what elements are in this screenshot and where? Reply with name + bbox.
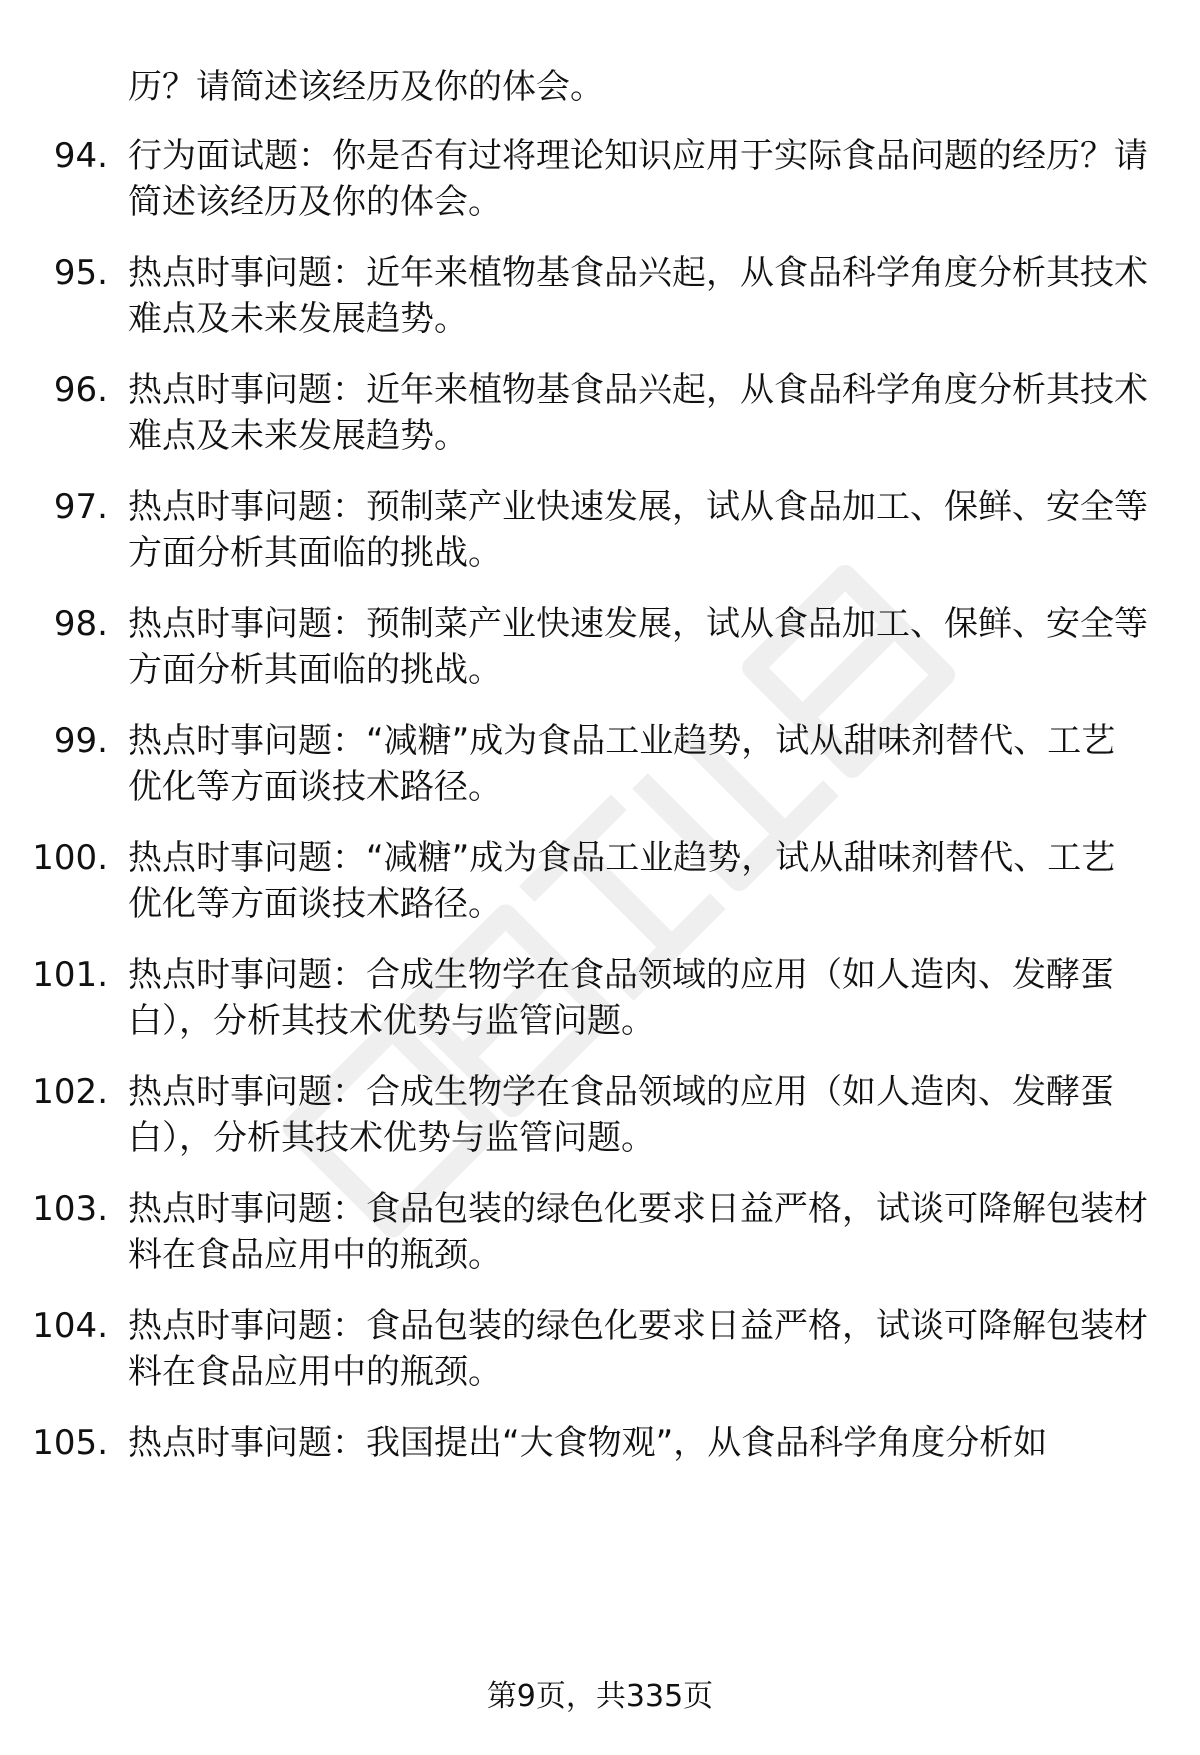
question-number: 95. — [53, 253, 108, 293]
question-text: 热点时事问题：近年来植物基食品兴起，从食品科学角度分析其技术难点及未来发展趋势。 — [128, 253, 1148, 339]
question-number: 101. — [32, 955, 108, 995]
question-text: 热点时事问题：“减糖”成为食品工业趋势，试从甜味剂替代、工艺优化等方面谈技术路径。 — [128, 721, 1116, 807]
question-text: 热点时事问题：近年来植物基食品兴起，从食品科学角度分析其技术难点及未来发展趋势。 — [128, 370, 1148, 456]
question-number: 105. — [32, 1423, 108, 1463]
question-number: 97. — [53, 487, 108, 527]
question-number: 102. — [32, 1072, 108, 1112]
question-number: 96. — [53, 370, 108, 410]
question-text: 热点时事问题：我国提出“大食物观”，从食品科学角度分析如 — [128, 1423, 1048, 1463]
question-text: 热点时事问题：食品包装的绿色化要求日益严格，试谈可降解包装材料在食品应用中的瓶颈。 — [128, 1306, 1148, 1392]
continuation-text: 历？请简述该经历及你的体会。 — [128, 67, 604, 107]
question-number: 94. — [53, 136, 108, 176]
question-text: 热点时事问题：“减糖”成为食品工业趋势，试从甜味剂替代、工艺优化等方面谈技术路径。 — [128, 838, 1116, 924]
question-text: 热点时事问题：预制菜产业快速发展，试从食品加工、保鲜、安全等方面分析其面临的挑战。 — [128, 604, 1148, 690]
question-text: 热点时事问题：合成生物学在食品领域的应用（如人造肉、发酵蛋白），分析其技术优势与监管问题。 — [128, 955, 1114, 1041]
question-text: 热点时事问题：预制菜产业快速发展，试从食品加工、保鲜、安全等方面分析其面临的挑战。 — [128, 487, 1148, 573]
question-number: 99. — [53, 721, 108, 761]
question-number: 103. — [32, 1189, 108, 1229]
question-number: 98. — [53, 604, 108, 644]
question-text: 行为面试题：你是否有过将理论知识应用于实际食品问题的经历？请简述该经历及你的体会。 — [128, 136, 1148, 222]
question-number: 100. — [32, 838, 108, 878]
question-number: 104. — [32, 1306, 108, 1346]
question-text: 热点时事问题：合成生物学在食品领域的应用（如人造肉、发酵蛋白），分析其技术优势与监管问题。 — [128, 1072, 1114, 1158]
page-number-footer: 第9页，共335页 — [486, 1679, 714, 1714]
question-text: 热点时事问题：食品包装的绿色化要求日益严格，试谈可降解包装材料在食品应用中的瓶颈。 — [128, 1189, 1148, 1275]
